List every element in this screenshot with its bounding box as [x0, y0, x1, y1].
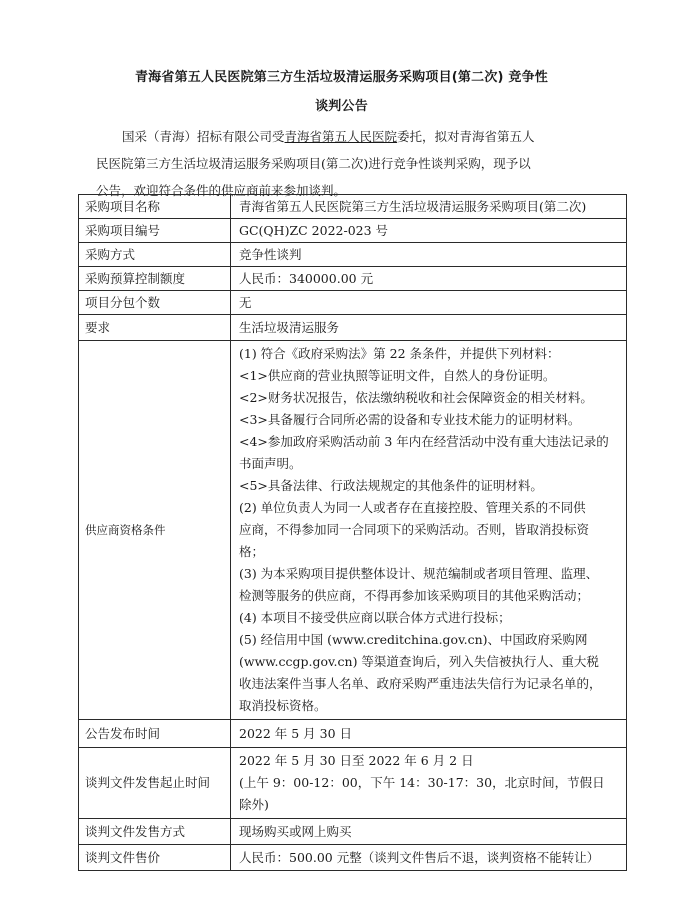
row-method: [79, 243, 627, 267]
label-requirement: 要求: [79, 315, 231, 341]
value-project-name: 青海省第五人民医院第三方生活垃圾清运服务采购项目(第二次): [231, 195, 627, 219]
qualification-line: <2>财务状况报告，依法缴纳税收和社会保障资金的相关材料。: [239, 390, 593, 405]
value-qualification: [231, 341, 627, 720]
row-budget: [79, 267, 627, 291]
label-packages: 项目分包个数: [79, 291, 231, 315]
qualification-line: 检测等服务的供应商，不得再参加该采购项目的其他采购活动；: [239, 588, 590, 603]
qualification-line: <4>参加政府采购活动前 3 年内在经营活动中没有重大违法记录的: [239, 434, 609, 449]
qualification-line: <1>供应商的营业执照等证明文件，自然人的身份证明。: [239, 368, 556, 383]
qualification-line: (www.ccgp.gov.cn) 等渠道查询后，列入失信被执行人、重大税: [239, 654, 599, 669]
row-sale-period: [79, 748, 627, 819]
qualification-line: <3>具备履行合同所必需的设备和专业技术能力的证明材料。: [239, 412, 581, 427]
value-sale-period: [231, 748, 627, 819]
qualification-line: (4) 本项目不接受供应商以联合体方式进行投标；: [239, 610, 511, 625]
qualification-line: 收违法案件当事人名单、政府采购严重违法失信行为记录名单的，: [239, 676, 602, 691]
qualification-line: 格；: [239, 544, 265, 559]
value-budget: 人民币：340000.00 元: [231, 267, 627, 291]
value-publish-time: 2022 年 5 月 30 日: [231, 720, 627, 748]
value-requirement: 生活垃圾清运服务: [231, 315, 627, 341]
qualification-line: 书面声明。: [239, 456, 302, 471]
sale-period-line: (上午 9：00-12：00，下午 14：30-17：30，北京时间，节假日: [239, 775, 605, 790]
row-sale-method: [79, 819, 627, 845]
intro-line-3: 公告，欢迎符合条件的供应商前来参加谈判。: [96, 183, 347, 198]
qualification-line: (2) 单位负责人为同一人或者存在直接控股、管理关系的不同供: [239, 500, 586, 515]
row-qualification: [79, 341, 627, 720]
sale-period-line: 2022 年 5 月 30 日至 2022 年 6 月 2 日: [239, 753, 474, 768]
qualification-line: (1) 符合《政府采购法》第 22 条条件，并提供下列材料：: [239, 346, 560, 361]
qualification-line: (3) 为本采购项目提供整体设计、规范编制或者项目管理、监理、: [239, 566, 599, 581]
label-price: 谈判文件售价: [79, 845, 231, 871]
label-project-name: 采购项目名称: [79, 195, 231, 219]
label-project-no: 采购项目编号: [79, 219, 231, 243]
qualification-line: 应商，不得参加同一合同项下的采购活动。否则，皆取消投标资: [239, 522, 590, 537]
label-sale-period: 谈判文件发售起止时间: [79, 748, 231, 819]
purchaser-name: 青海省第五人民医院: [284, 129, 398, 144]
value-price: 人民币：500.00 元整（谈判文件售后不退，谈判资格不能转让）: [231, 845, 627, 871]
intro-paragraph: [96, 123, 582, 204]
value-packages: 无: [231, 291, 627, 315]
announcement-table: [78, 194, 627, 871]
intro-line-2: 民医院第三方生活垃圾清运服务采购项目(第二次)进行竞争性谈判采购，现予以: [96, 156, 531, 171]
label-budget: 采购预算控制额度: [79, 267, 231, 291]
row-requirement: [79, 315, 627, 341]
label-sale-method: 谈判文件发售方式: [79, 819, 231, 845]
row-project-no: [79, 219, 627, 243]
row-project-name: [79, 195, 627, 219]
label-qualification: 供应商资格条件: [79, 341, 231, 720]
value-sale-method: 现场购买或网上购买: [231, 819, 627, 845]
announcement-title-line2: 谈判公告: [315, 99, 368, 114]
row-publish-time: [79, 720, 627, 748]
label-method: 采购方式: [79, 243, 231, 267]
qualification-line: 取消投标资格。: [239, 698, 327, 713]
sale-period-line: 除外): [239, 797, 269, 812]
row-price: [79, 845, 627, 871]
row-packages: [79, 291, 627, 315]
value-method: 竞争性谈判: [231, 243, 627, 267]
announcement-title-line1: 青海省第五人民医院第三方生活垃圾清运服务采购项目(第二次) 竞争性: [134, 70, 548, 85]
qualification-line: <5>具备法律、行政法规规定的其他条件的证明材料。: [239, 478, 543, 493]
label-publish-time: 公告发布时间: [79, 720, 231, 748]
value-project-no: GC(QH)ZC 2022-023 号: [231, 219, 627, 243]
intro-line-1: 国采（青海）招标有限公司受青海省第五人民医院委托，拟对青海省第五人: [122, 129, 535, 144]
qualification-line: (5) 经信用中国 (www.creditchina.gov.cn)、中国政府采购网: [239, 632, 588, 647]
